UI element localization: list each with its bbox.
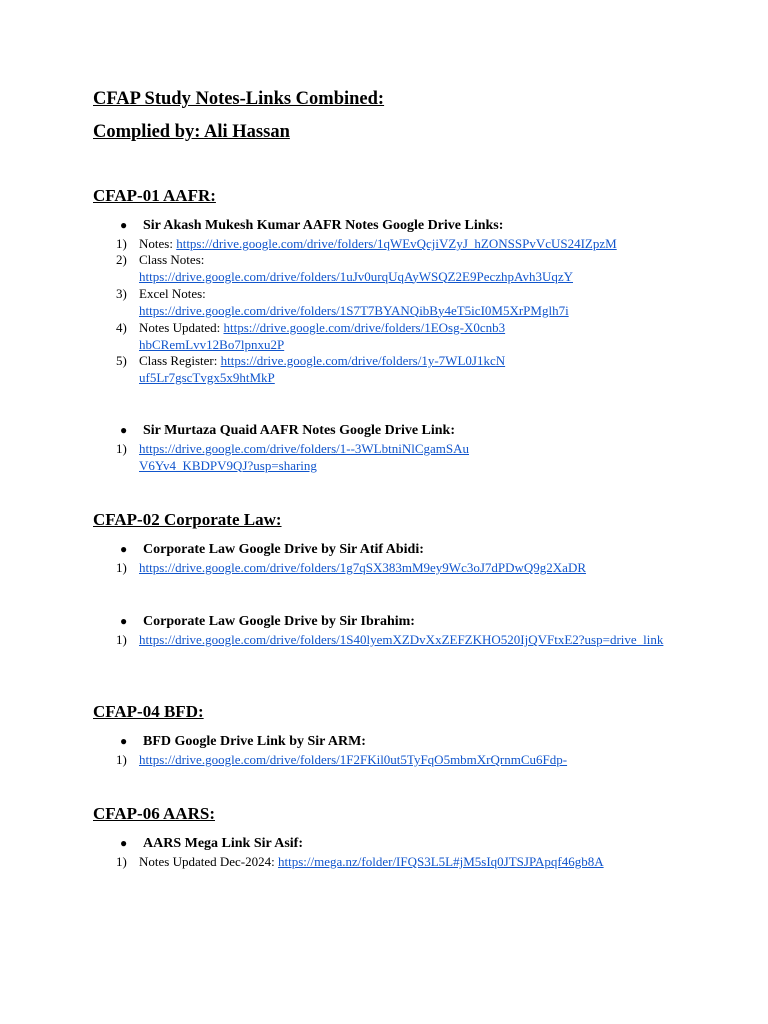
bullet-icon: ● xyxy=(120,423,128,437)
bullet-icon: ● xyxy=(120,542,128,556)
section-heading-aars: CFAP-06 AARS: xyxy=(93,804,215,823)
drive-link[interactable]: https://drive.google.com/drive/folders/1--3WLbtniNlCgamSAuV6Yv4_KBDPV9QJ?usp=sharing xyxy=(139,441,470,473)
list-item: 5) Class Register: https://drive.google.com/drive/folders/1y-7WL0J1kcNuf5Lr7gscTvgx5x9htMkP xyxy=(116,353,506,385)
item-label: Notes: xyxy=(139,236,177,251)
item-label: Class Register: xyxy=(139,353,221,368)
list-item: 1) https://drive.google.com/drive/folders/1--3WLbtniNlCgamSAuV6Yv4_KBDPV9QJ?usp=sharing xyxy=(116,441,470,473)
list-item: 1) Notes: https://drive.google.com/drive/folders/1qWEvQcjiVZyJ_hZONSSPvVcUS24IZpzM xyxy=(116,236,617,251)
drive-link[interactable]: https://drive.google.com/drive/folders/1qWEvQcjiVZyJ_hZONSSPvVcUS24IZpzM xyxy=(176,236,617,251)
item-label: Notes Updated: xyxy=(139,320,224,335)
group-title: ● Corporate Law Google Drive by Sir Ibrahim: xyxy=(120,614,415,629)
list-item: 1) https://drive.google.com/drive/folders/1F2FKil0ut5TyFqO5mbmXrQrnmCu6Fdp- xyxy=(116,752,568,767)
list-item: 2) Class Notes: https://drive.google.com/drive/folders/1uJv0urqUqAyWSQZ2E9PeczhpAvh3UqzY xyxy=(116,252,573,284)
bullet-icon: ● xyxy=(120,836,128,850)
bullet-icon: ● xyxy=(120,614,128,628)
item-label: Class Notes: xyxy=(139,252,205,267)
item-label: Excel Notes: xyxy=(139,286,206,301)
group-title: ● Sir Akash Mukesh Kumar AAFR Notes Google Drive Links: xyxy=(120,218,504,233)
bullet-icon: ● xyxy=(120,218,128,232)
drive-link[interactable]: https://drive.google.com/drive/folders/1S7T7BYANQibBy4eT5icI0M5XrPMglh7i xyxy=(139,302,569,318)
group-title: ● BFD Google Drive Link by Sir ARM: xyxy=(120,734,366,749)
list-item: 4) Notes Updated: https://drive.google.com/drive/folders/1EOsg-X0cnb3hbCRemLvv12Bo7lpnxu2P xyxy=(116,320,506,352)
drive-link[interactable]: https://drive.google.com/drive/folders/1EOsg-X0cnb3hbCRemLvv12Bo7lpnxu2P xyxy=(139,320,506,352)
list-item: 1) Notes Updated Dec-2024: https://mega.nz/folder/IFQS3L5L#jM5sIq0JTSJPApqf46gb8A xyxy=(116,854,604,869)
group-title: ● AARS Mega Link Sir Asif: xyxy=(120,836,303,851)
section-heading-aafr: CFAP-01 AAFR: xyxy=(93,186,216,205)
group-title: ● Corporate Law Google Drive by Sir Atif Abidi: xyxy=(120,542,424,557)
section-heading-bfd: CFAP-04 BFD: xyxy=(93,702,204,721)
mega-link[interactable]: https://mega.nz/folder/IFQS3L5L#jM5sIq0JTSJPApqf46gb8A xyxy=(278,854,604,869)
bullet-icon: ● xyxy=(120,734,128,748)
drive-link[interactable]: https://drive.google.com/drive/folders/1g7qSX383mM9ey9Wc3oJ7dPDwQ9g2XaDR xyxy=(139,560,587,575)
list-item: 1) https://drive.google.com/drive/folders/1S40lyemXZDvXxZEFZKHO520IjQVFtxE2?usp=drive_link xyxy=(116,632,664,647)
item-label: Notes Updated Dec-2024: xyxy=(139,854,278,869)
drive-link[interactable]: https://drive.google.com/drive/folders/1y-7WL0J1kcNuf5Lr7gscTvgx5x9htMkP xyxy=(139,353,506,385)
group-title: ● Sir Murtaza Quaid AAFR Notes Google Drive Link: xyxy=(120,423,456,438)
drive-link[interactable]: https://drive.google.com/drive/folders/1S40lyemXZDvXxZEFZKHO520IjQVFtxE2?usp=drive_link xyxy=(139,632,664,647)
document-title: CFAP Study Notes-Links Combined: xyxy=(93,89,385,109)
compiled-by: Complied by: Ali Hassan xyxy=(93,122,290,142)
section-heading-corporate-law: CFAP-02 Corporate Law: xyxy=(93,510,282,529)
drive-link[interactable]: https://drive.google.com/drive/folders/1F2FKil0ut5TyFqO5mbmXrQrnmCu6Fdp- xyxy=(139,752,568,767)
drive-link[interactable]: https://drive.google.com/drive/folders/1uJv0urqUqAyWSQZ2E9PeczhpAvh3UqzY xyxy=(139,268,573,284)
list-item: 3) Excel Notes: https://drive.google.com/drive/folders/1S7T7BYANQibBy4eT5icI0M5XrPMglh7i xyxy=(116,286,569,318)
list-item: 1) https://drive.google.com/drive/folders/1g7qSX383mM9ey9Wc3oJ7dPDwQ9g2XaDR xyxy=(116,560,587,575)
